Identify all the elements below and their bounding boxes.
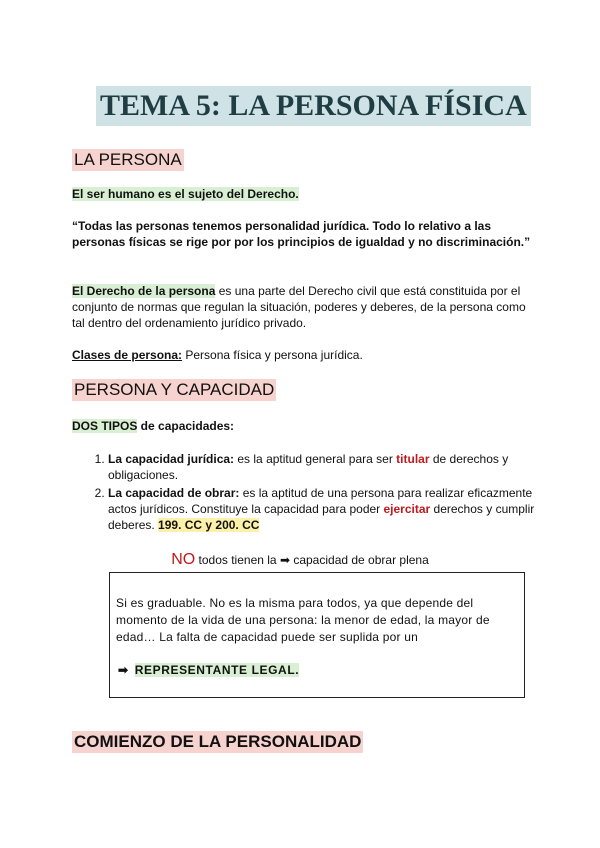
dos-tipos-line bbox=[72, 418, 532, 434]
no-plena-line bbox=[0, 550, 600, 570]
list-item-text: es la aptitud general para ser bbox=[234, 452, 397, 466]
representante-line bbox=[118, 661, 299, 679]
quote-text: “Todas las personas tenemos personalidad jurídica. Todo lo relativo a las personas físicas se rige por por los principios de igualdad y no discriminación.” bbox=[72, 219, 531, 249]
ejercitar-emphasis: ejercitar bbox=[383, 502, 431, 516]
right-arrow-icon: ➡ bbox=[118, 663, 129, 677]
graduable-text: Si es graduable. No es la misma para todos, ya que depende del momento de la vida de una persona: la menor de edad, la mayor de edad… La falta de capacidad puede ser suplida por un bbox=[116, 596, 490, 644]
list-item-text: de derechos y obligaciones. bbox=[108, 452, 509, 482]
sujeto-highlight: El ser humano es el sujeto del Derecho. bbox=[72, 187, 299, 201]
list-item bbox=[108, 485, 548, 533]
no-line-text: todos tienen la bbox=[195, 553, 280, 567]
page-title: TEMA 5: LA PERSONA FÍSICA bbox=[96, 86, 531, 126]
heading-comienzo-personalidad: COMIENZO DE LA PERSONALIDAD bbox=[74, 732, 362, 751]
representante-legal: REPRESENTANTE LEGAL. bbox=[134, 663, 300, 677]
capacidad-juridica-term: La capacidad jurídica: bbox=[108, 452, 235, 466]
capacidades-list bbox=[90, 451, 548, 535]
heading-persona-capacidad: PERSONA Y CAPACIDAD bbox=[74, 380, 275, 399]
no-word: NO bbox=[171, 551, 196, 568]
dos-tipos-rest: de capacidades: bbox=[137, 419, 235, 433]
no-line-text: capacidad de obrar plena bbox=[290, 553, 429, 567]
graduable-box bbox=[109, 572, 525, 698]
list-item-text: es la aptitud de una persona para realizar eficazmente actos jurídicos. Constituye la capacidad para poder bbox=[108, 486, 533, 516]
dos-tipos-highlight: DOS TIPOS bbox=[72, 419, 138, 433]
list-item bbox=[108, 451, 548, 483]
titular-emphasis: titular bbox=[396, 452, 430, 466]
capacidad-obrar-term: La capacidad de obrar: bbox=[108, 486, 240, 500]
derecho-definition: es una parte del Derecho civil que está constituida por el conjunto de normas que regulan la situación, poderes y deberes, de la persona como tal dentro del ordenamiento jurídico privado. bbox=[72, 284, 526, 330]
heading-la-persona: LA PERSONA bbox=[74, 150, 182, 169]
clases-text: Persona física y persona jurídica. bbox=[182, 348, 363, 362]
derecho-paragraph bbox=[72, 283, 532, 331]
article-reference: 199. CC y 200. CC bbox=[158, 518, 260, 532]
list-item-text: derechos y cumplir deberes. bbox=[108, 502, 535, 532]
sujeto-text bbox=[72, 186, 532, 202]
clases-paragraph bbox=[72, 347, 532, 363]
right-arrow-icon: ➡ bbox=[279, 553, 290, 567]
derecho-term: El Derecho de la persona bbox=[72, 284, 216, 298]
clases-label: Clases de persona: bbox=[72, 348, 183, 362]
